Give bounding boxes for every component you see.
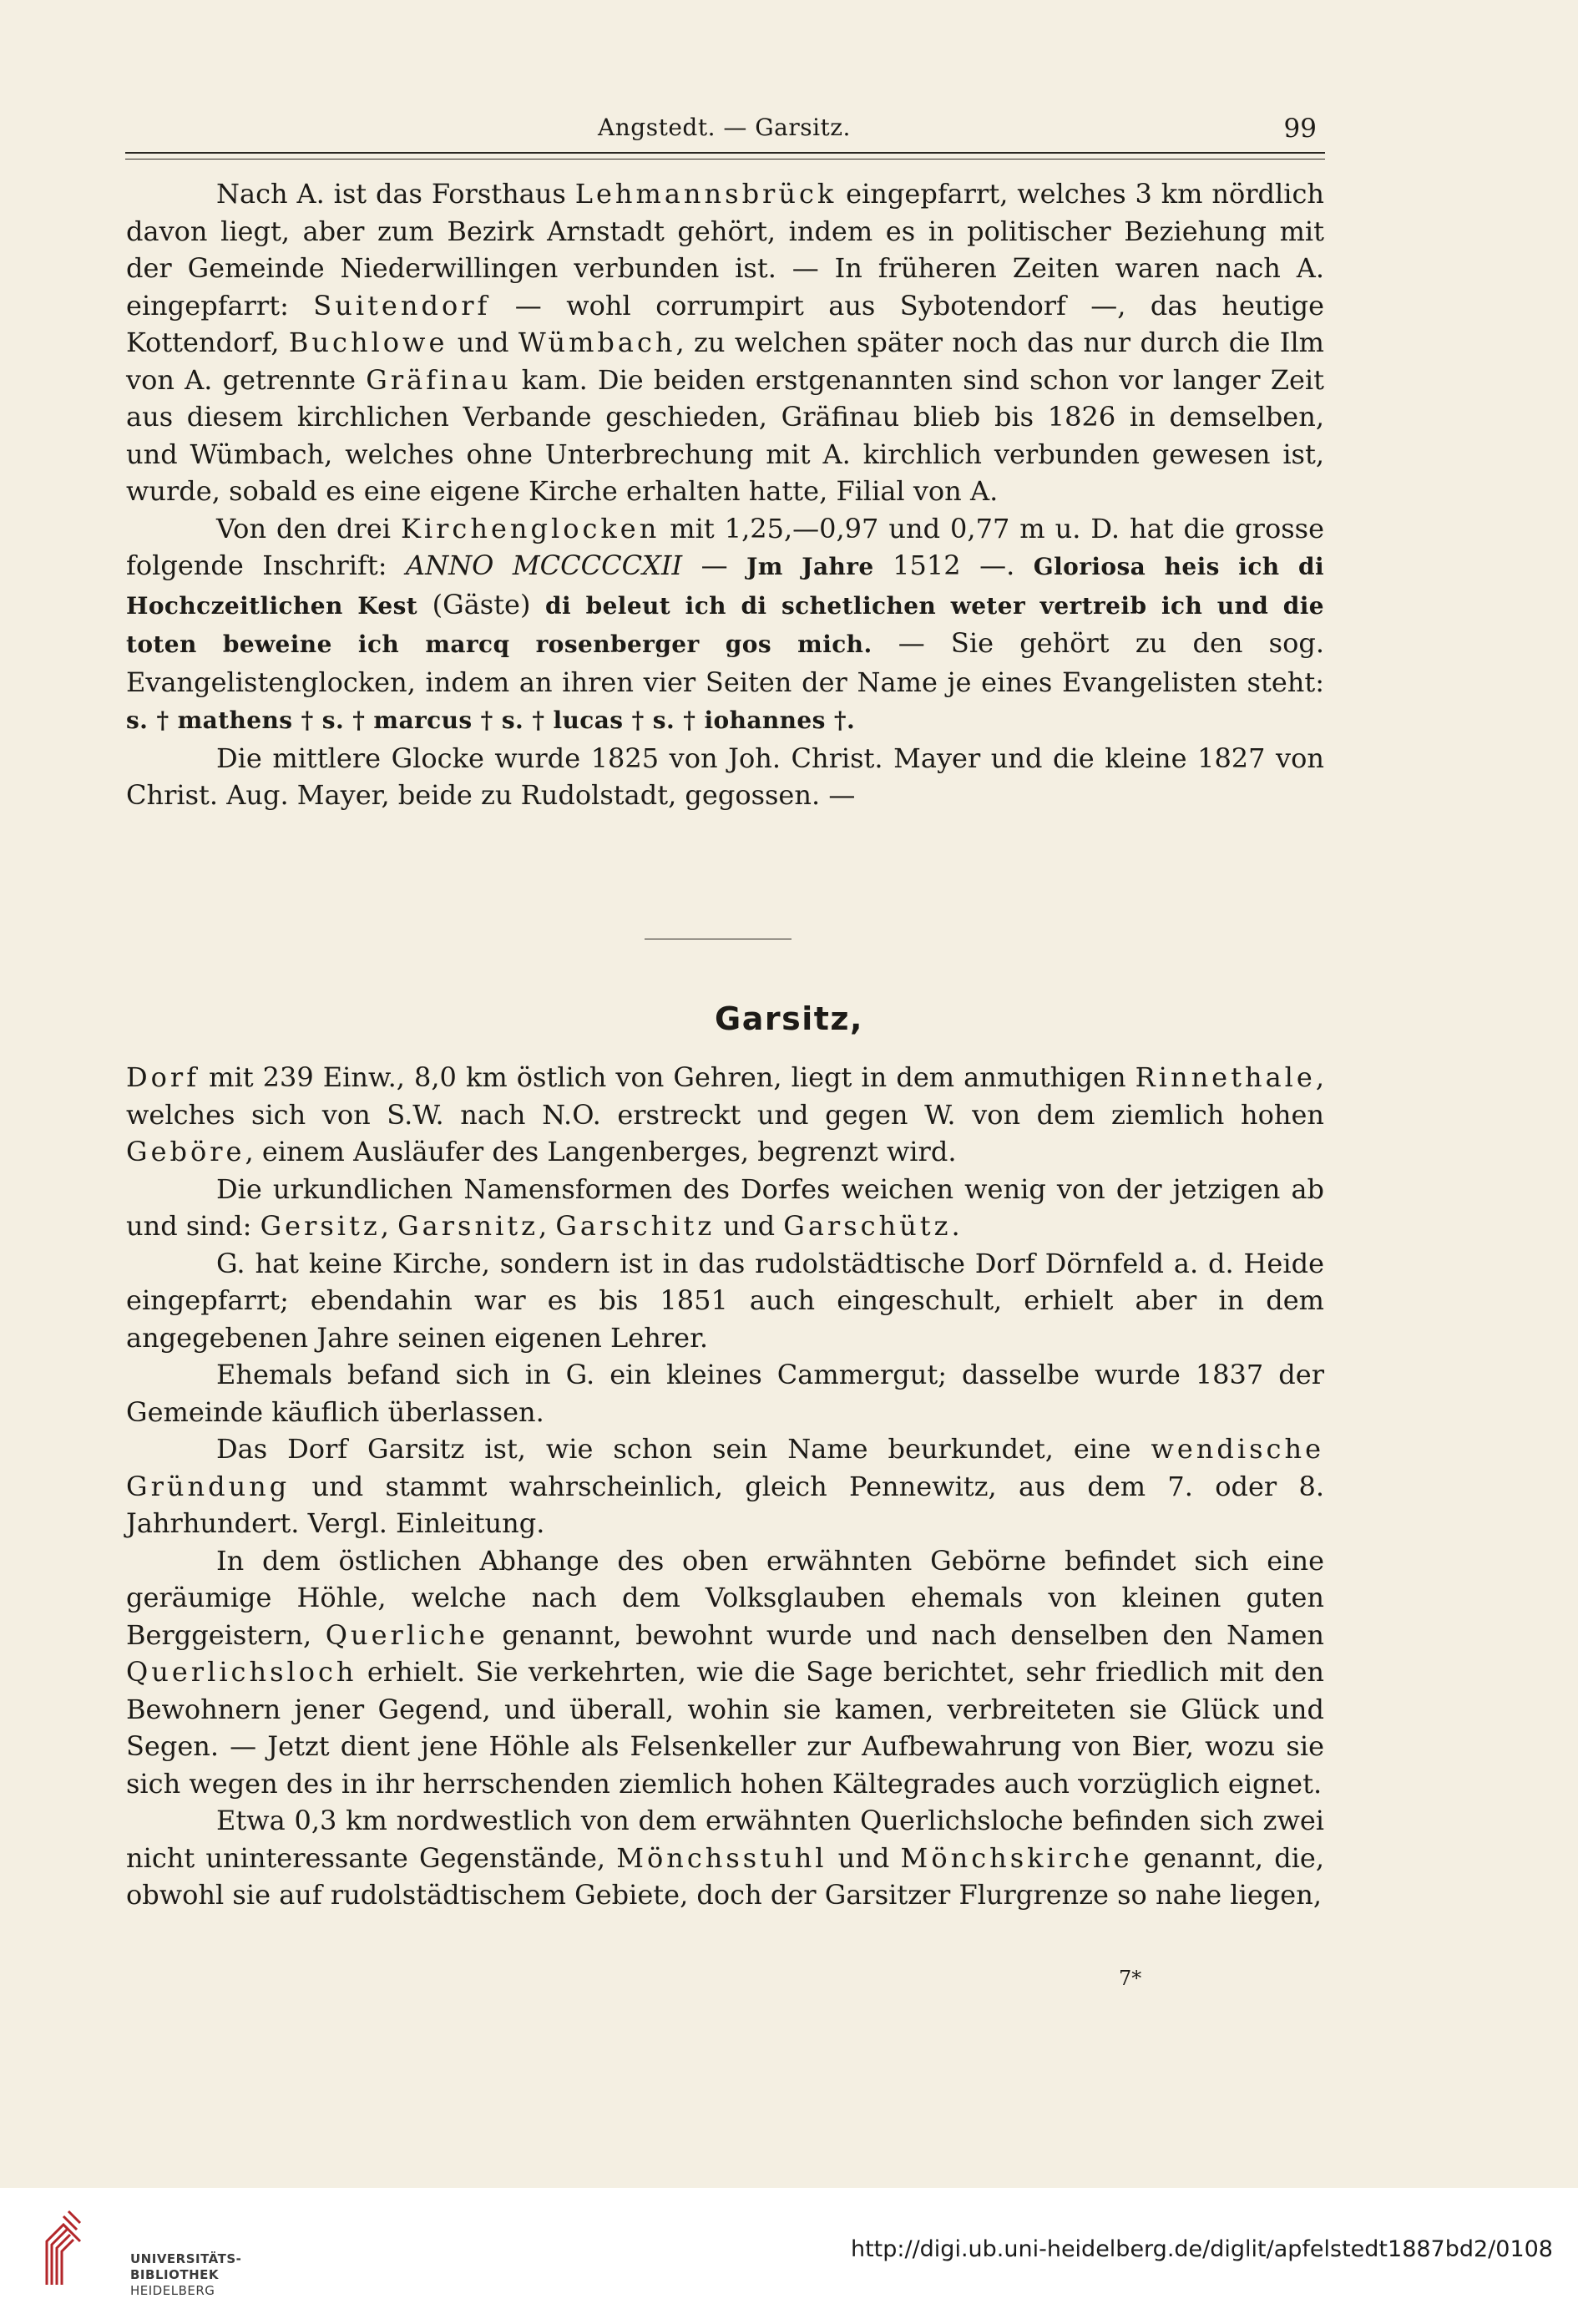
paragraph xyxy=(126,1430,1324,1542)
text-run: und xyxy=(448,327,518,358)
text-run: , zu welchen später noch das nur durch die Ilm von A. getrennte xyxy=(126,327,1325,396)
emphasis-term: wendische Gründung xyxy=(126,1433,1324,1502)
text-run: , einem Ausläufer des Langenberges, begrenzt wird. xyxy=(245,1136,957,1167)
inscription-date: ANNO MCCCCCXII xyxy=(406,549,683,581)
paragraph: Ehemals befand sich in G. ein kleines Cammergut; dasselbe wurde 1837 der Gemeinde käuflich überlassen. xyxy=(126,1359,1324,1428)
text-run: Die urkundlichen Namensformen des Dorfes weichen wenig von der jetzigen ab und sind: xyxy=(126,1172,1324,1242)
section-heading: Garsitz, xyxy=(715,1000,863,1037)
text-run: und xyxy=(827,1841,901,1874)
text-run: genannt, die, obwohl sie auf rudolstädtischem Gebiete, doch der Garsitzer Flurgrenze so nahe liegen, xyxy=(126,1841,1325,1911)
place-name: Geböre xyxy=(126,1136,245,1167)
text-run: genannt, bewohnt wurde und nach denselben den Namen xyxy=(488,1618,1325,1651)
paragraph xyxy=(126,175,1324,510)
text-run: und xyxy=(715,1210,784,1242)
paragraph: Die mittlere Glocke wurde 1825 von Joh. Christ. Mayer und die kleine 1827 von Christ. Aug. Mayer, beide zu Rudolstadt, gegossen. — xyxy=(126,742,1324,811)
emphasis-term: Dorf xyxy=(126,1061,200,1093)
text-run: kam. Die beiden erstgenannten sind schon vor langer Zeit aus diesem kirchlichen Verbande geschieden, Gräfinau blieb bis 1826 in demselben, und Wümbach, welches ohne Unterbrechung mit A. kirchlich verbunden gewesen ist, wurde, sobald es eine eigene Kirche erhalten hatte, Filial von A. xyxy=(126,363,1325,507)
logo-mark xyxy=(43,2208,83,2288)
text-run: erhielt. Sie verkehrten, wie die Sage berichtet, sehr friedlich mit den Bewohnern jener Gegend, und überall, wohin sie kamen, verbreiteten sie Glück und Segen. — Jetzt dient jene Höhle als Felsenkeller zur Aufbewahrung von Bier, wozu sie sich wegen des in ihr herrschenden ziemlich hohen Kältegrades auch vorzüglich eignet. xyxy=(126,1656,1324,1800)
university-library-logo-icon xyxy=(43,2208,242,2298)
emphasis-term: Querlichsloch xyxy=(126,1656,357,1688)
source-url-link[interactable]: http://digi.ub.uni-heidelberg.de/diglit/apfelstedt1887bd2/0108 xyxy=(850,2236,1553,2262)
garsitz-section xyxy=(126,1059,1324,1914)
text-run: — wohl corrumpirt aus Sybotendorf —, das heutige Kottendorf, xyxy=(126,289,1325,358)
paragraph xyxy=(126,1542,1324,1803)
text-run: und stammt wahrscheinlich, gleich Pennewitz, aus dem 7. oder 8. Jahrhundert. Vergl. Einleitung. xyxy=(126,1470,1324,1539)
place-name: Lehmannsbrück xyxy=(574,178,837,210)
text-run: Etwa 0,3 km nordwestlich von dem erwähnten Querlichsloche befinden sich zwei nicht uninteressante Gegenstände, xyxy=(126,1805,1324,1874)
text-run: , welches sich von S.W. nach N.O. erstreckt und gegen W. von dem ziemlich hohen xyxy=(126,1061,1324,1131)
place-name: Suitendorf xyxy=(313,289,491,322)
text-run: mit 1,25,—0,97 und 0,77 m u. D. hat die grosse folgende Inschrift: xyxy=(126,512,1325,581)
text-run: — xyxy=(682,549,747,581)
angstedt-section xyxy=(126,175,1324,814)
blackletter-inscription: di beleut ich di schetlichen weter vertreib ich und die toten beweine ich marcq rosenberger gos mich. xyxy=(126,591,1324,658)
name-form: Garsnitz xyxy=(397,1210,539,1242)
library-name-line: HEIDELBERG xyxy=(130,2283,215,2298)
emphasis-term: Kirchenglocken xyxy=(400,512,660,544)
text-run: Nach A. ist das Forsthaus xyxy=(216,178,575,210)
header-rule xyxy=(125,152,1325,159)
emphasis-term: Mönchskirche xyxy=(900,1841,1133,1874)
emphasis-term: Mönchsstuhl xyxy=(616,1841,827,1874)
running-title: Angstedt. — Garsitz. xyxy=(598,114,851,141)
text-run: mit 239 Einw., 8,0 km östlich von Gehren, liegt in dem anmuthigen xyxy=(200,1061,1135,1093)
text-run: , xyxy=(380,1210,398,1242)
page-number: 99 xyxy=(1283,114,1317,144)
text-run: eingepfarrt, welches 3 km nördlich davon liegt, aber zum Bezirk Arnstadt gehört, indem es in politischer Beziehung mit der Gemeinde Niederwillingen verbunden ist. — In früheren Zeiten waren nach A. eingepfarrt: xyxy=(126,178,1324,322)
paragraph xyxy=(126,1059,1324,1171)
name-form: Gersitz xyxy=(260,1210,381,1242)
footer-bar xyxy=(0,2188,1578,2324)
place-name: Rinnethale xyxy=(1135,1061,1316,1093)
place-name: Buchlowe xyxy=(288,327,448,358)
emphasis-term: Querliche xyxy=(325,1618,488,1651)
place-name: Wümbach xyxy=(518,327,676,358)
text-run: Das Dorf Garsitz ist, wie schon sein Name beurkundet, eine xyxy=(216,1433,1151,1465)
paragraph xyxy=(126,1171,1324,1245)
text-run: 1512 —. xyxy=(873,549,1034,581)
blackletter-inscription: s. † mathens † s. † marcus † s. † lucas † s. † iohannes †. xyxy=(126,706,856,734)
blackletter-text: Jm Jahre xyxy=(746,553,874,580)
text-run: In dem östlichen Abhange des oben erwähnten Gebörne befindet sich eine geräumige Höhle, welche nach dem Volksglauben ehemals von kleinen guten Berggeistern, xyxy=(126,1544,1324,1651)
signature-mark: 7* xyxy=(1119,1967,1142,1990)
text-run: (Gäste) xyxy=(417,588,546,620)
paragraph: G. hat keine Kirche, sondern ist in das rudolstädtische Dorf Dörnfeld a. d. Heide eingepfarrt; ebendahin war es bis 1851 auch eingeschult, erhielt aber in dem angegebenen Jahre seinen eigenen Lehrer. xyxy=(126,1247,1324,1354)
library-name-line: UNIVERSITÄTS- xyxy=(130,2251,242,2266)
name-form: Garschütz xyxy=(783,1210,952,1242)
text-run: — Sie gehört zu den sog. Evangelistenglocken, indem an ihren vier Seiten der Name je eines Evangelisten steht: xyxy=(126,627,1324,698)
text-run: Von den drei xyxy=(216,512,401,544)
library-name xyxy=(130,2251,241,2299)
page-header xyxy=(125,114,1323,155)
place-name: Gräfinau xyxy=(366,363,512,396)
library-name-line: BIBLIOTHEK xyxy=(130,2267,219,2282)
paragraph xyxy=(126,1802,1324,1914)
name-form: Garschitz xyxy=(555,1210,716,1242)
paragraph xyxy=(126,510,1324,740)
text-run: . xyxy=(951,1210,960,1242)
blackletter-inscription: Gloriosa heis ich di Hochczeitlichen Kest xyxy=(126,553,1325,620)
text-run: , xyxy=(539,1210,556,1242)
